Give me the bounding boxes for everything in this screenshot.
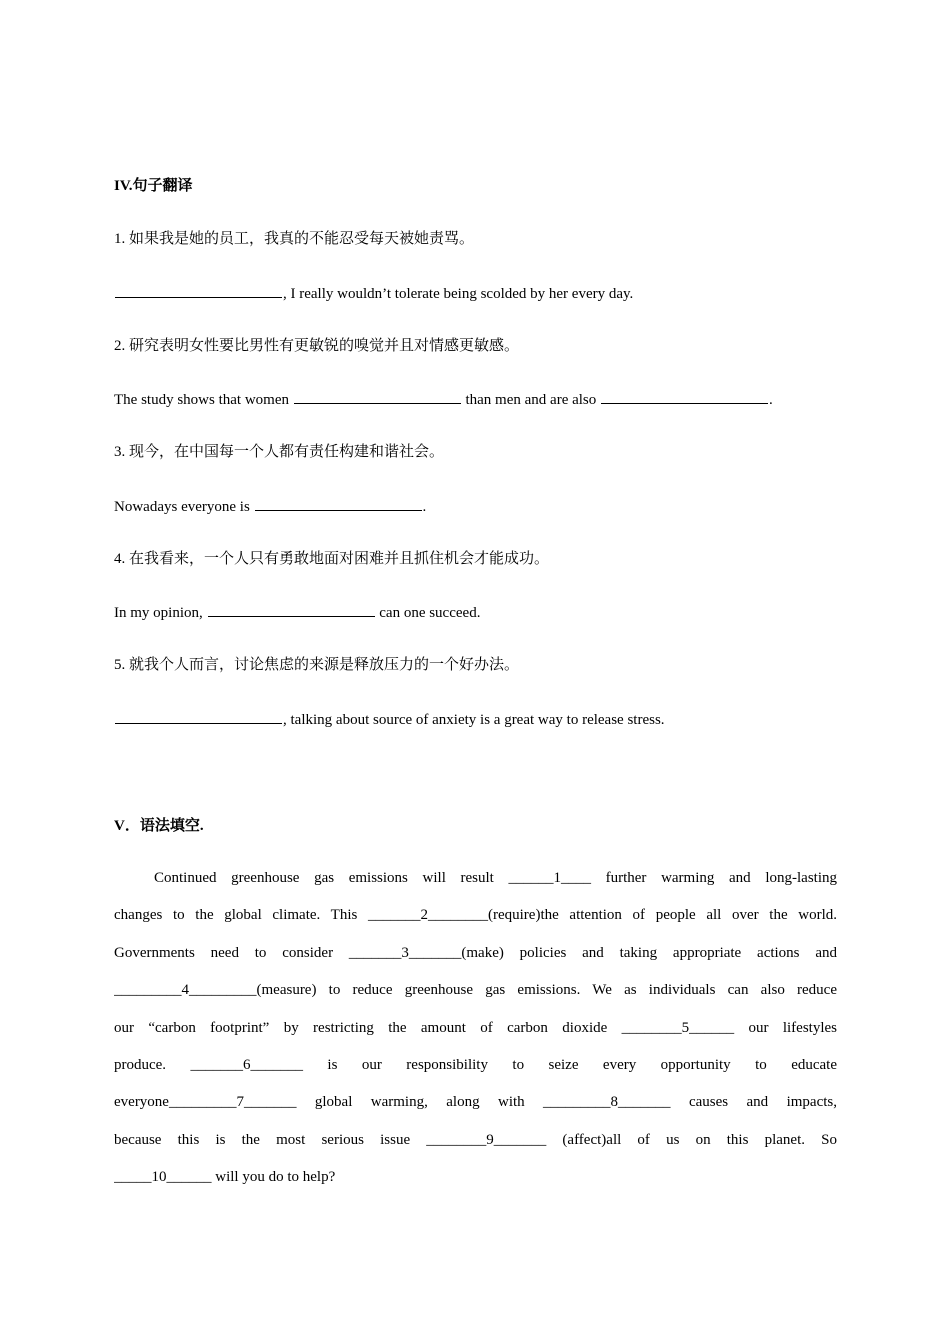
question-1-chinese: 1. 如果我是她的员工，我真的不能忍受每天被她责骂。 — [114, 231, 475, 247]
question-4-english: In my opinion, can one succeed. — [114, 602, 480, 623]
question-3-chinese: 3. 现今，在中国每一个人都有责任构建和谐社会。 — [114, 444, 445, 460]
passage-line-5: our “carbon footprint” by restricting the amount of carbon dioxide ________5______ our lifestyles — [114, 1019, 837, 1036]
answer-blank-5[interactable] — [115, 709, 282, 724]
passage-line-8: because this is the most serious issue ________9_______ (affect)all of us on this planet. So — [114, 1131, 837, 1148]
answer-blank-2b[interactable] — [601, 389, 768, 404]
answer-blank-3[interactable] — [255, 496, 422, 511]
question-5-english: , talking about source of anxiety is a great way to release stress. — [114, 709, 665, 730]
question-4-chinese: 4. 在我看来，一个人只有勇敢地面对困难并且抓住机会才能成功。 — [114, 551, 550, 567]
question-2-chinese: 2. 研究表明女性要比男性有更敏锐的嗅觉并且对情感更敏感。 — [114, 338, 520, 354]
passage-line-3: Governments need to consider _______3_______(make) policies and taking appropriate actions and — [114, 944, 837, 961]
passage-line-1: Continued greenhouse gas emissions will result ______1____ further warming and long-lasting — [154, 870, 837, 886]
section-iv-heading: IV.句子翻译 — [114, 178, 193, 194]
passage-line-2: changes to the global climate. This _______2________(require)the attention of people all over the world. — [114, 907, 837, 924]
passage-line-9: _____10______ will you do to help? — [114, 1169, 336, 1186]
passage-line-7: everyone_________7_______ global warming, along with _________8_______ causes and impacts, — [114, 1094, 837, 1111]
section-v-heading: V．语法填空. — [114, 818, 204, 834]
grammar-fill-passage — [114, 860, 837, 1197]
passage-line-4: _________4_________(measure) to reduce greenhouse gas emissions. We as individuals can also reduce — [114, 982, 837, 999]
question-3-english: Nowadays everyone is . — [114, 496, 426, 517]
question-1-english: , I really wouldn’t tolerate being scolded by her every day. — [114, 283, 633, 304]
answer-blank-4[interactable] — [208, 602, 375, 617]
question-2-english: The study shows that women than men and are also . — [114, 389, 773, 410]
answer-blank-2a[interactable] — [294, 389, 461, 404]
question-5-chinese: 5. 就我个人而言，讨论焦虑的来源是释放压力的一个好办法。 — [114, 657, 520, 673]
passage-line-6: produce. _______6_______ is our responsibility to seize every opportunity to educate — [114, 1056, 837, 1073]
answer-blank-1[interactable] — [115, 283, 282, 298]
